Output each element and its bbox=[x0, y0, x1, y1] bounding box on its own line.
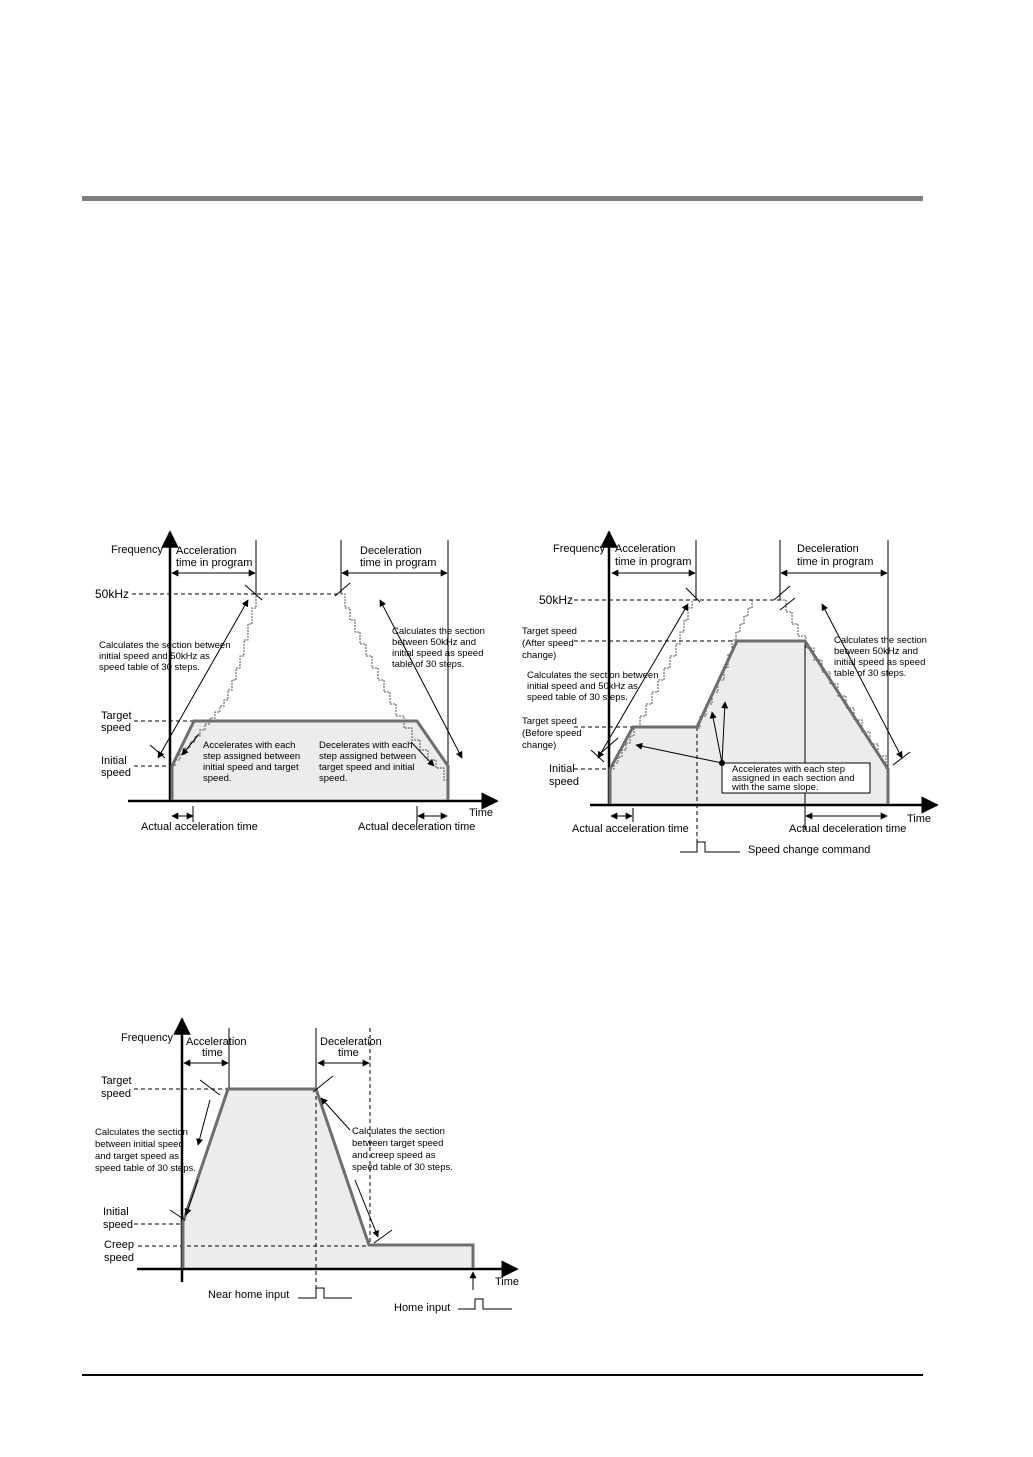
svg-text:and creep speed as: and creep speed as bbox=[352, 1150, 436, 1161]
svg-text:Actual acceleration time: Actual acceleration time bbox=[572, 823, 689, 835]
svg-text:Time: Time bbox=[907, 813, 932, 825]
svg-text:and target speed as: and target speed as bbox=[95, 1151, 179, 1162]
svg-text:Calculates the section between: Calculates the section between bbox=[527, 670, 659, 681]
svg-text:Creep: Creep bbox=[104, 1239, 134, 1251]
svg-text:Home input: Home input bbox=[394, 1302, 451, 1314]
svg-text:speed: speed bbox=[101, 767, 131, 779]
svg-text:Decelerates with each: Decelerates with each bbox=[319, 740, 413, 751]
svg-text:step assigned between: step assigned between bbox=[203, 751, 301, 762]
svg-text:Target: Target bbox=[101, 1075, 132, 1087]
svg-text:speed: speed bbox=[101, 722, 131, 734]
svg-text:between initial speed: between initial speed bbox=[95, 1139, 184, 1150]
svg-text:Initial: Initial bbox=[549, 763, 575, 775]
svg-text:Frequency: Frequency bbox=[553, 543, 605, 555]
svg-text:assigned in each section and: assigned in each section and bbox=[732, 773, 855, 784]
svg-text:time in program: time in program bbox=[797, 556, 874, 568]
svg-text:Speed change command: Speed change command bbox=[748, 844, 871, 856]
svg-text:speed: speed bbox=[549, 776, 579, 788]
svg-text:Initial: Initial bbox=[101, 755, 127, 767]
svg-text:time in program: time in program bbox=[615, 556, 692, 568]
svg-text:Calculates the section: Calculates the section bbox=[352, 1126, 445, 1137]
svg-text:with the same slope.: with the same slope. bbox=[732, 782, 819, 793]
frequency-label-1: Frequency bbox=[111, 544, 163, 556]
figure-2 bbox=[522, 532, 937, 856]
svg-text:target speed and initial: target speed and initial bbox=[319, 762, 415, 773]
svg-text:Calculates the section: Calculates the section bbox=[392, 626, 485, 637]
svg-text:speed.: speed. bbox=[203, 773, 232, 784]
svg-text:time: time bbox=[338, 1047, 359, 1059]
svg-text:Target: Target bbox=[101, 710, 132, 722]
svg-text:time in program: time in program bbox=[360, 557, 437, 569]
figure-3 bbox=[95, 1019, 519, 1314]
svg-text:Near home input: Near home input bbox=[208, 1289, 290, 1301]
svg-text:Target speed: Target speed bbox=[522, 626, 577, 637]
svg-text:initial speed and 50kHz as: initial speed and 50kHz as bbox=[99, 651, 210, 662]
svg-text:Deceleration: Deceleration bbox=[320, 1036, 382, 1048]
figure-1 bbox=[95, 532, 497, 833]
svg-text:Time: Time bbox=[469, 807, 494, 819]
svg-text:Target speed: Target speed bbox=[522, 716, 577, 727]
svg-text:step assigned between: step assigned between bbox=[319, 751, 417, 762]
svg-text:initial speed as speed: initial speed as speed bbox=[392, 648, 484, 659]
svg-text:between 50kHz and: between 50kHz and bbox=[834, 646, 918, 657]
svg-text:time: time bbox=[202, 1047, 223, 1059]
svg-text:table of 30 steps.: table of 30 steps. bbox=[834, 668, 907, 679]
svg-text:Actual deceleration time: Actual deceleration time bbox=[358, 821, 476, 833]
svg-text:Acceleration: Acceleration bbox=[186, 1036, 247, 1048]
svg-text:Accelerates with each: Accelerates with each bbox=[203, 740, 296, 751]
svg-text:speed: speed bbox=[101, 1088, 131, 1100]
near-home-pulse bbox=[298, 1288, 352, 1298]
svg-text:Frequency: Frequency bbox=[121, 1032, 173, 1044]
svg-text:Acceleration: Acceleration bbox=[176, 545, 237, 557]
svg-text:speed table of 30 steps.: speed table of 30 steps. bbox=[95, 1163, 196, 1174]
svg-text:between 50kHz and: between 50kHz and bbox=[392, 637, 476, 648]
svg-text:Actual acceleration time: Actual acceleration time bbox=[141, 821, 258, 833]
svg-text:Calculates the section: Calculates the section bbox=[834, 635, 927, 646]
svg-text:change): change) bbox=[522, 740, 557, 751]
svg-text:initial speed as speed: initial speed as speed bbox=[834, 657, 926, 668]
svg-text:speed: speed bbox=[104, 1252, 134, 1264]
svg-text:Acceleration: Acceleration bbox=[615, 543, 676, 555]
svg-text:Calculates the section between: Calculates the section between bbox=[99, 640, 231, 651]
svg-text:Time: Time bbox=[495, 1276, 520, 1288]
svg-text:between target speed: between target speed bbox=[352, 1138, 444, 1149]
f50k-label-1: 50kHz bbox=[95, 587, 130, 601]
svg-text:initial speed and target: initial speed and target bbox=[203, 762, 299, 773]
svg-text:Calculates the section: Calculates the section bbox=[95, 1127, 188, 1138]
svg-text:Deceleration: Deceleration bbox=[360, 545, 422, 557]
profile-area-3 bbox=[183, 1089, 473, 1268]
svg-text:(After speed: (After speed bbox=[522, 638, 574, 649]
svg-text:(Before speed: (Before speed bbox=[522, 728, 582, 739]
svg-text:speed table of 30 steps.: speed table of 30 steps. bbox=[99, 662, 200, 673]
svg-text:Accelerates with each step: Accelerates with each step bbox=[732, 764, 846, 775]
svg-text:Deceleration: Deceleration bbox=[797, 543, 859, 555]
svg-text:Initial: Initial bbox=[103, 1206, 129, 1218]
speed-change-pulse bbox=[680, 842, 740, 852]
svg-text:speed.: speed. bbox=[319, 773, 348, 784]
svg-text:time in program: time in program bbox=[176, 557, 253, 569]
svg-text:speed table of 30 steps.: speed table of 30 steps. bbox=[352, 1162, 453, 1173]
home-pulse bbox=[458, 1299, 512, 1309]
svg-text:table of 30 steps.: table of 30 steps. bbox=[392, 659, 465, 670]
svg-text:Actual deceleration time: Actual deceleration time bbox=[789, 823, 907, 835]
svg-text:speed table of 30 steps.: speed table of 30 steps. bbox=[527, 692, 628, 703]
svg-text:50kHz: 50kHz bbox=[539, 593, 574, 607]
svg-text:speed: speed bbox=[103, 1219, 133, 1231]
svg-text:initial speed and 50kHz as: initial speed and 50kHz as bbox=[527, 681, 638, 692]
svg-text:change): change) bbox=[522, 650, 557, 661]
